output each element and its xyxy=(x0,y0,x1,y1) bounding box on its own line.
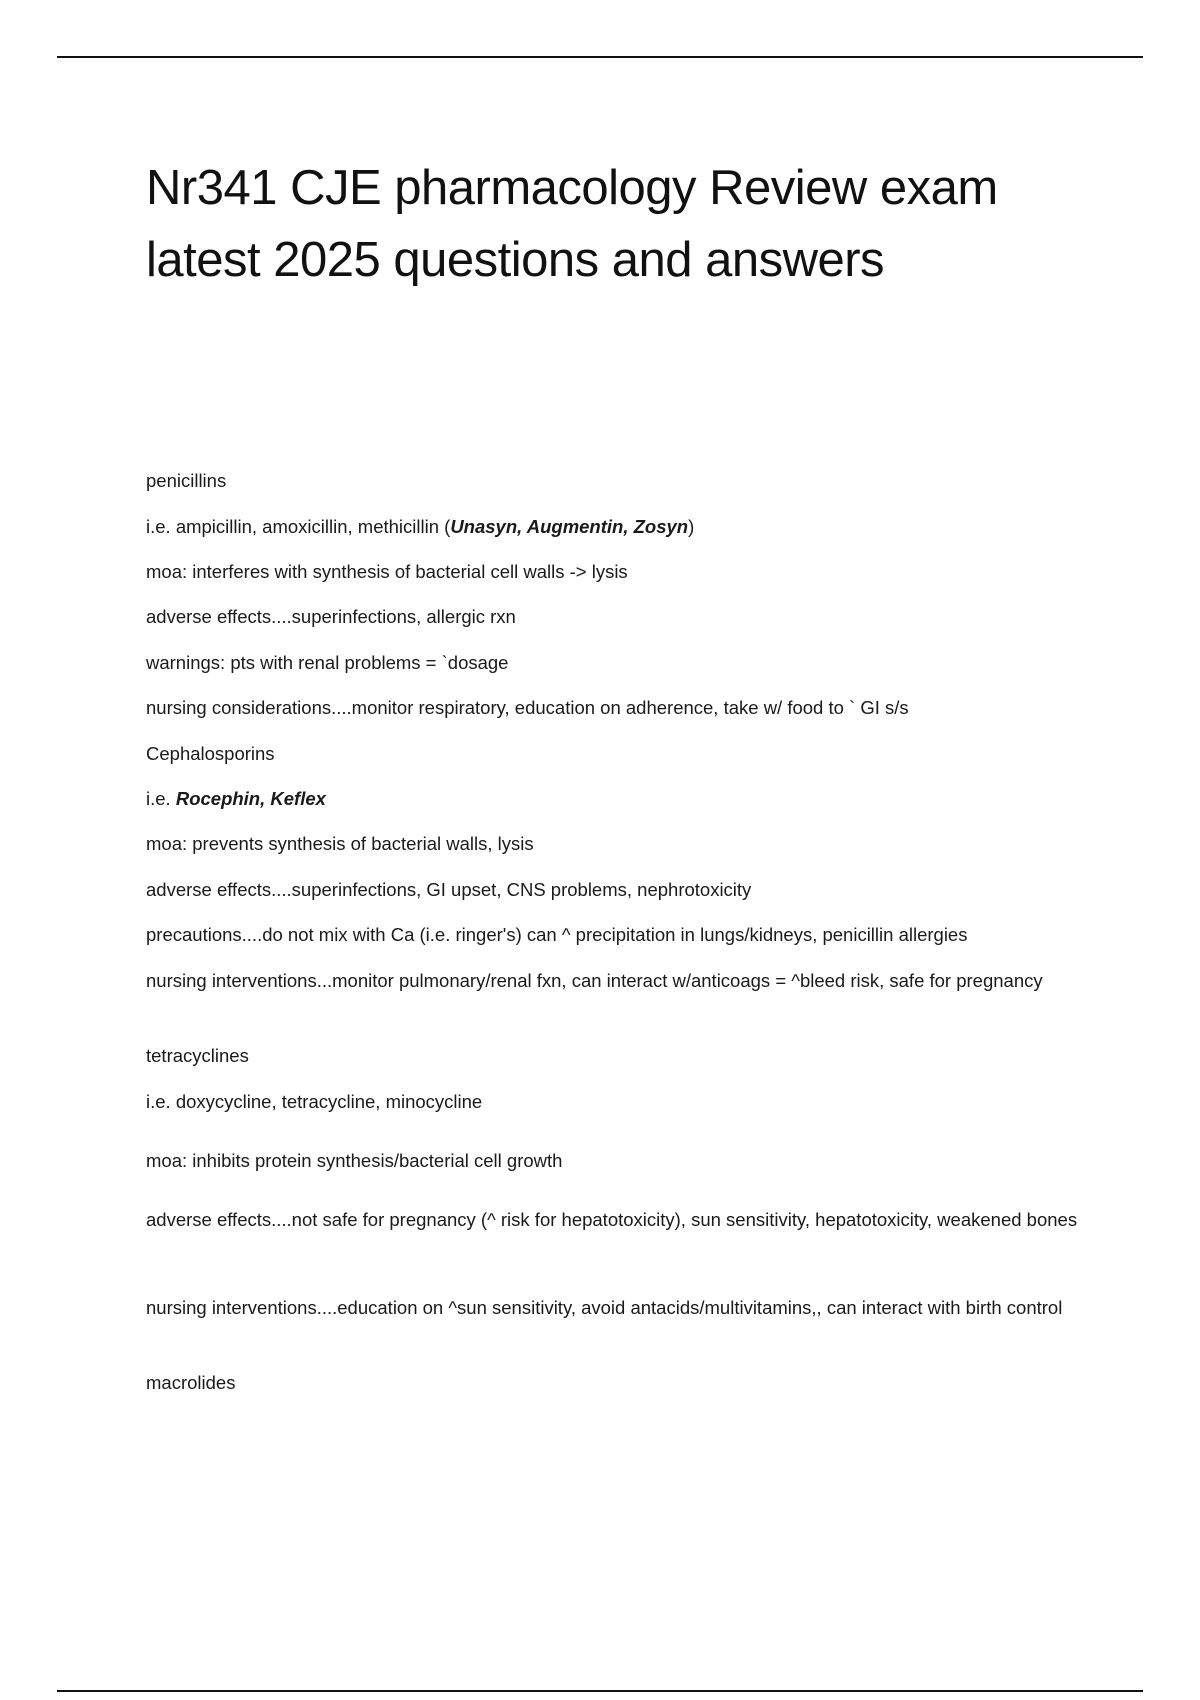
penicillins-moa: moa: interferes with synthesis of bacterial cell walls -> lysis xyxy=(146,561,628,582)
title-line-1: Nr341 CJE pharmacology Review exam xyxy=(146,161,998,215)
section-heading-cephalosporins: Cephalosporins xyxy=(146,743,275,764)
tetracyclines-nursing-interventions: nursing interventions....education on ^sun sensitivity, avoid antacids/multivitamins,, can interact with birth control xyxy=(146,1297,1063,1318)
cephalosporins-nursing-interventions: nursing interventions...monitor pulmonary/renal fxn, can interact w/anticoags = ^bleed risk, safe for pregnancy xyxy=(146,970,1043,991)
title-line-2: latest 2025 questions and answers xyxy=(146,233,885,287)
cephalosporins-moa: moa: prevents synthesis of bacterial walls, lysis xyxy=(146,833,534,854)
document-title xyxy=(146,152,1106,296)
penicillins-examples: i.e. ampicillin, amoxicillin, methicillin (Unasyn, Augmentin, Zosyn) xyxy=(146,516,695,537)
cephalosporins-adverse-effects: adverse effects....superinfections, GI upset, CNS problems, nephrotoxicity xyxy=(146,879,752,900)
tetracyclines-adverse-effects: adverse effects....not safe for pregnancy (^ risk for hepatotoxicity), sun sensitivity, hepatotoxicity, weakened bones xyxy=(146,1209,1078,1230)
penicillins-warnings: warnings: pts with renal problems = `dosage xyxy=(146,652,509,673)
top-rule xyxy=(57,56,1143,58)
tetracyclines-examples: i.e. doxycycline, tetracycline, minocycline xyxy=(146,1091,483,1112)
cephalosporins-examples: i.e. Rocephin, Keflex xyxy=(146,788,326,809)
section-heading-penicillins: penicillins xyxy=(146,470,227,491)
section-heading-macrolides: macrolides xyxy=(146,1372,236,1393)
tetracyclines-moa: moa: inhibits protein synthesis/bacterial cell growth xyxy=(146,1150,563,1171)
section-heading-tetracyclines: tetracyclines xyxy=(146,1045,249,1066)
penicillins-nursing-considerations: nursing considerations....monitor respiratory, education on adherence, take w/ food to ` GI s/s xyxy=(146,697,909,718)
penicillins-adverse-effects: adverse effects....superinfections, allergic rxn xyxy=(146,606,516,627)
bottom-rule xyxy=(57,1690,1143,1692)
cephalosporins-precautions: precautions....do not mix with Ca (i.e. ringer's) can ^ precipitation in lungs/kidneys, penicillin allergies xyxy=(146,924,968,945)
